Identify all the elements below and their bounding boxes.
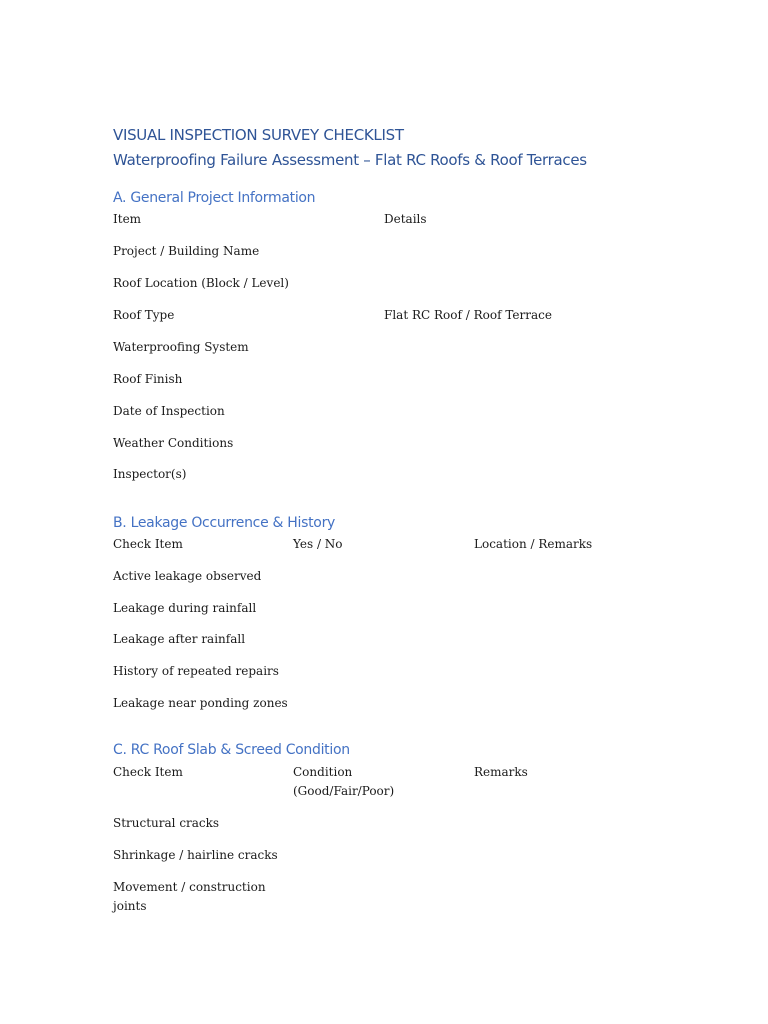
section-a-header-details: Details (384, 212, 427, 226)
section-b-row-item: History of repeated repairs (113, 664, 279, 678)
section-b-row-item: Active leakage observed (113, 569, 262, 583)
section-c-row-item: Movement / construction joints (113, 880, 266, 913)
section-b-row-item: Leakage during rainfall (113, 601, 257, 615)
section-a-row-item: Weather Conditions (113, 436, 234, 450)
section-c-row-item: Structural cracks (113, 816, 220, 830)
section-a-row-item: Roof Type (113, 308, 175, 322)
section-b-header-remarks: Location / Remarks (474, 537, 593, 551)
section-a-row-item: Waterproofing System (113, 340, 249, 354)
section-b-row-item: Leakage after rainfall (113, 632, 246, 646)
section-b-header-check-item: Check Item (113, 537, 183, 551)
section-a-header-item: Item (113, 212, 142, 226)
section-a-row-item: Project / Building Name (113, 244, 260, 258)
section-a-row-item: Roof Location (Block / Level) (113, 276, 289, 290)
section-a-row-item: Inspector(s) (113, 467, 187, 481)
section-a-row-item: Date of Inspection (113, 404, 225, 418)
section-b-row-item: Leakage near ponding zones (113, 696, 288, 710)
document-title: VISUAL INSPECTION SURVEY CHECKLIST (113, 126, 404, 144)
section-a-heading: A. General Project Information (113, 190, 316, 206)
section-a-row-details: Flat RC Roof / Roof Terrace (384, 308, 552, 322)
section-c-row-item: Shrinkage / hairline cracks (113, 848, 278, 862)
section-a-row-item: Roof Finish (113, 372, 183, 386)
document-subtitle: Waterproofing Failure Assessment – Flat RC Roofs & Roof Terraces (113, 151, 587, 169)
section-c-header-condition: Condition (Good/Fair/Poor) (293, 765, 395, 798)
section-c-header-check-item: Check Item (113, 765, 183, 779)
section-c-header-remarks: Remarks (474, 765, 528, 779)
section-b-header-yes-no: Yes / No (293, 537, 343, 551)
section-c-heading: C. RC Roof Slab & Screed Condition (113, 742, 350, 758)
section-b-heading: B. Leakage Occurrence & History (113, 515, 336, 531)
